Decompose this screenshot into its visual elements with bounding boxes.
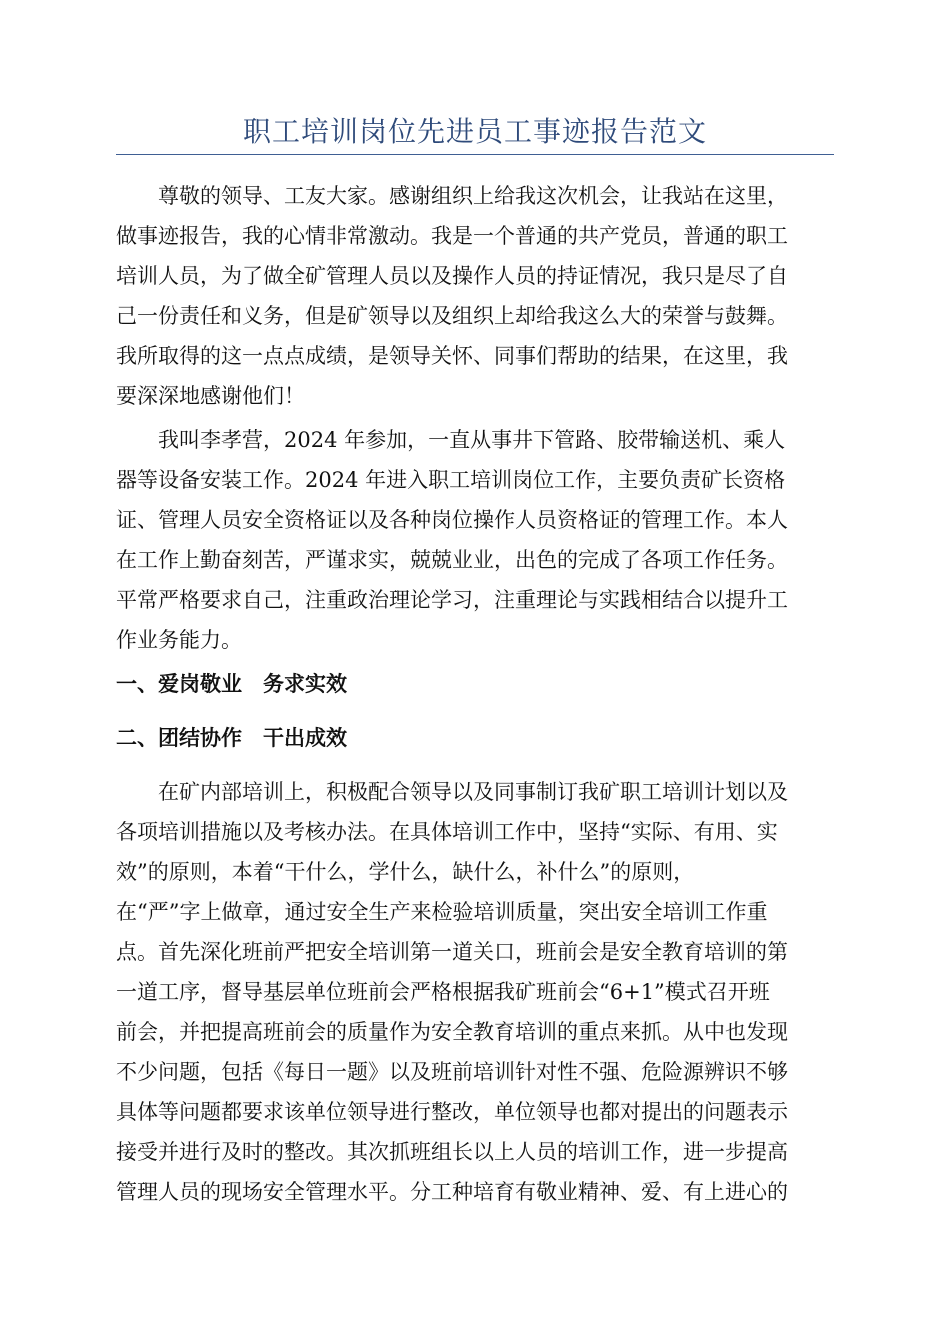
text-line: 管理人员的现场安全管理水平。分工种培育有敬业精神、爱、有上进心的 <box>116 1180 788 1204</box>
text-line: 己一份责任和义务，但是矿领导以及组织上却给我这么大的荣誉与鼓舞。 <box>116 304 788 328</box>
text-line: 培训人员，为了做全矿管理人员以及操作人员的持证情况，我只是尽了自 <box>116 264 788 288</box>
text-line: 我叫李孝营，2024 年参加，一直从事井下管路、胶带输送机、乘人 <box>158 428 786 452</box>
text-line: 点。首先深化班前严把安全培训第一道关口，班前会是安全教育培训的第 <box>116 940 788 964</box>
text-line: 尊敬的领导、工友大家。感谢组织上给我这次机会，让我站在这里， <box>158 184 788 208</box>
section-heading-1: 一、爱岗敬业 务求实效 <box>116 671 347 696</box>
text-line: 证、管理人员安全资格证以及各种岗位操作人员资格证的管理工作。本人 <box>116 508 788 532</box>
document-title: 职工培训岗位先进员工事迹报告范文 <box>242 115 707 148</box>
text-line: 效”的原则，本着“干什么，学什么，缺什么，补什么”的原则， <box>116 860 695 884</box>
text-line: 各项培训措施以及考核办法。在具体培训工作中，坚持“实际、有用、实 <box>116 820 778 844</box>
text-line: 做事迹报告，我的心情非常激动。我是一个普通的共产党员，普通的职工 <box>116 224 788 248</box>
text-line: 一道工序，督导基层单位班前会严格根据我矿班前会“6+1”模式召开班 <box>116 980 770 1004</box>
text-line: 在矿内部培训上，积极配合领导以及同事制订我矿职工培训计划以及 <box>158 780 788 804</box>
text-line: 不少问题，包括《每日一题》以及班前培训针对性不强、危险源辨识不够 <box>116 1060 788 1084</box>
section-heading-2: 二、团结协作 干出成效 <box>116 725 347 750</box>
text-line: 在“严”字上做章，通过安全生产来检验培训质量，突出安全培训工作重 <box>116 900 768 924</box>
text-line: 在工作上勤奋刻苦，严谨求实，兢兢业业，出色的完成了各项工作任务。 <box>116 548 788 572</box>
title-underline <box>116 154 834 155</box>
text-line: 平常严格要求自己，注重政治理论学习，注重理论与实践相结合以提升工 <box>116 588 788 612</box>
paragraph-greeting <box>116 176 834 416</box>
paragraph-training <box>116 772 834 1212</box>
text-line: 接受并进行及时的整改。其次抓班组长以上人员的培训工作，进一步提高 <box>116 1140 788 1164</box>
text-line: 器等设备安装工作。2024 年进入职工培训岗位工作，主要负责矿长资格 <box>116 468 786 492</box>
text-line: 要深深地感谢他们！ <box>116 384 305 408</box>
text-line: 前会，并把提高班前会的质量作为安全教育培训的重点来抓。从中也发现 <box>116 1020 788 1044</box>
text-line: 作业务能力。 <box>116 628 242 652</box>
text-line: 具体等问题都要求该单位领导进行整改，单位领导也都对提出的问题表示 <box>116 1100 788 1124</box>
paragraph-introduction <box>116 420 834 660</box>
text-line: 我所取得的这一点点成绩，是领导关怀、同事们帮助的结果，在这里，我 <box>116 344 788 368</box>
